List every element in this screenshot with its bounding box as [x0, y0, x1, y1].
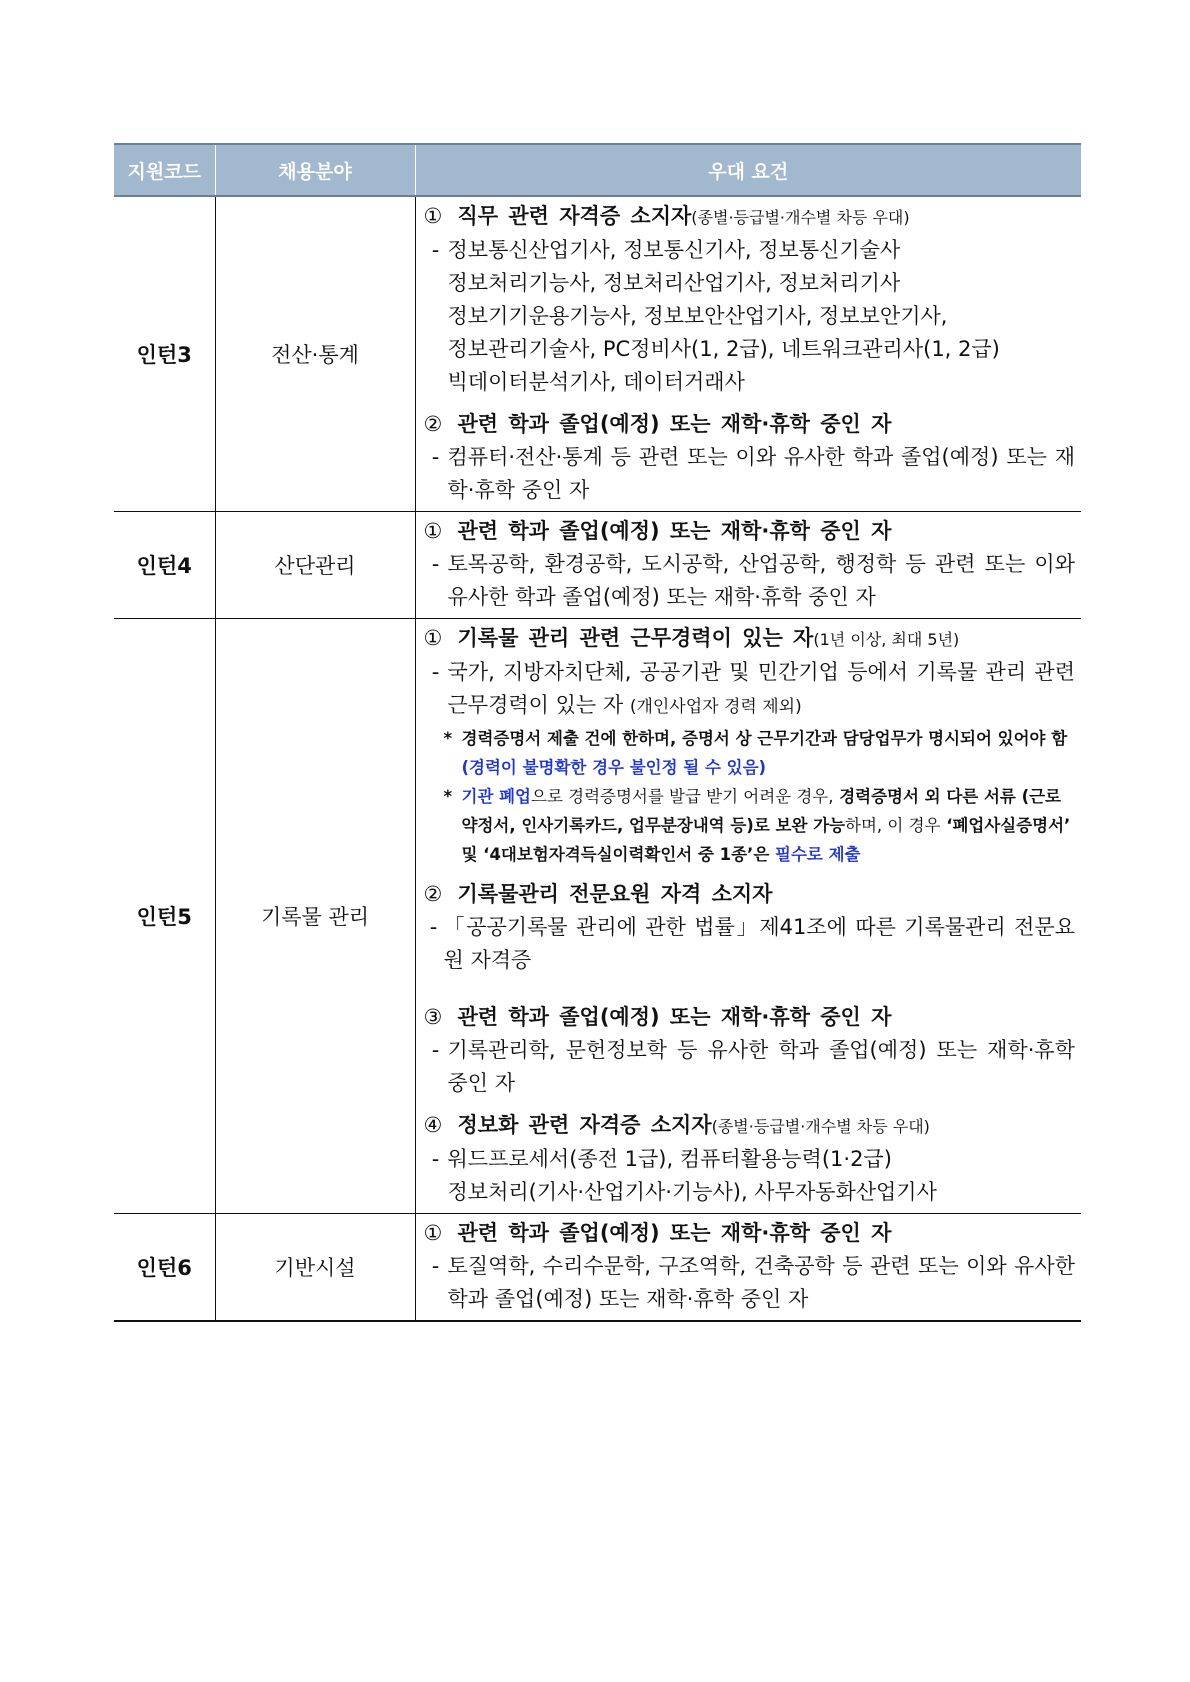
req-heading: ① 직무 관련 자격증 소지자(종별·등급별·개수별 차등 우대) — [423, 204, 910, 228]
recruit-field: 기반시설 — [215, 1214, 415, 1322]
req-detail: - 토질역학, 수리수문학, 구조역학, 건축공학 등 관련 또는 이와 유사한 학과 졸업(예정) 또는 재학·휴학 중인 자 — [431, 1254, 1075, 1311]
footnote: * 기관 폐업으로 경력증명서를 발급 받기 어려운 경우, 경력증명서 외 다른 서류 (근로약정서, 인사기록카드, 업무분장내역 등)로 보완 가능하며, 이 경우 ‘폐업사실증명서’ 및 ‘4대보험자격득실이력확인서 중 1종’은 필수로 제출 — [443, 787, 1071, 864]
req-detail: - 정보통신산업기사, 정보통신기사, 정보통신기술사 정보처리기능사, 정보처리산업기사, 정보처리기사 정보기기운용기능사, 정보보안산업기사, 정보보안기사, 정보관리기술사, PC정비사(1, 2급), 네트워크관리사(1, 2급) 빅데이터분석기사, 데이터거래사 — [431, 238, 1000, 394]
req-heading: ④ 정보화 관련 자격증 소지자(종별·등급별·개수별 차등 우대) — [423, 1113, 930, 1137]
req-detail: - 토목공학, 환경공학, 도시공학, 산업공학, 행정학 등 관련 또는 이와 유사한 학과 졸업(예정) 또는 재학·휴학 중인 자 — [431, 552, 1075, 609]
support-code: 인턴3 — [114, 196, 215, 512]
recruit-field: 산단관리 — [215, 512, 415, 619]
table-row — [114, 512, 1081, 619]
header-field: 채용분야 — [215, 144, 415, 196]
recruit-field: 기록물 관리 — [215, 619, 415, 1214]
requirements-table — [114, 143, 1081, 1322]
table-row — [114, 196, 1081, 512]
req-heading: ② 기록물관리 전문요원 자격 소지자 — [423, 882, 773, 906]
preference-cell — [415, 512, 1081, 619]
footnote: * 경력증명서 제출 건에 한하며, 증명서 상 근무기간과 담당업무가 명시되어 있어야 함 (경력이 불명확한 경우 불인정 될 수 있음) — [443, 729, 1068, 777]
support-code: 인턴5 — [114, 619, 215, 1214]
header-requirements: 우대 요건 — [415, 144, 1081, 196]
table-row — [114, 619, 1081, 1214]
preference-cell — [415, 196, 1081, 512]
req-heading: ③ 관련 학과 졸업(예정) 또는 재학·휴학 중인 자 — [423, 1005, 892, 1029]
req-detail: - 워드프로세서(종전 1급), 컴퓨터활용능력(1·2급) 정보처리(기사·산업기사·기능사), 사무자동화산업기사 — [431, 1147, 937, 1204]
req-detail: - 컴퓨터·전산·통계 등 관련 또는 이와 유사한 학과 졸업(예정) 또는 재학·휴학 중인 자 — [431, 445, 1075, 502]
table-row — [114, 1214, 1081, 1322]
header-code: 지원코드 — [114, 144, 215, 196]
preference-cell — [415, 619, 1081, 1214]
req-heading: ① 관련 학과 졸업(예정) 또는 재학·휴학 중인 자 — [423, 519, 892, 543]
req-detail: - 기록관리학, 문헌정보학 등 유사한 학과 졸업(예정) 또는 재학·휴학 중인 자 — [431, 1038, 1075, 1095]
req-detail: - 국가, 지방자치단체, 공공기관 및 민간기업 등에서 기록물 관리 관련 근무경력이 있는 자 (개인사업자 경력 제외) — [431, 660, 1075, 717]
req-detail: - 「공공기록물 관리에 관한 법률」제41조에 따른 기록물관리 전문요원 자격증 — [429, 915, 1075, 972]
recruit-field: 전산·통계 — [215, 196, 415, 512]
support-code: 인턴4 — [114, 512, 215, 619]
preference-cell — [415, 1214, 1081, 1322]
support-code: 인턴6 — [114, 1214, 215, 1322]
req-heading: ② 관련 학과 졸업(예정) 또는 재학·휴학 중인 자 — [423, 412, 892, 436]
req-heading: ① 관련 학과 졸업(예정) 또는 재학·휴학 중인 자 — [423, 1221, 892, 1245]
table-header-row — [114, 144, 1081, 196]
req-heading: ① 기록물 관리 관련 근무경력이 있는 자(1년 이상, 최대 5년) — [423, 626, 960, 650]
